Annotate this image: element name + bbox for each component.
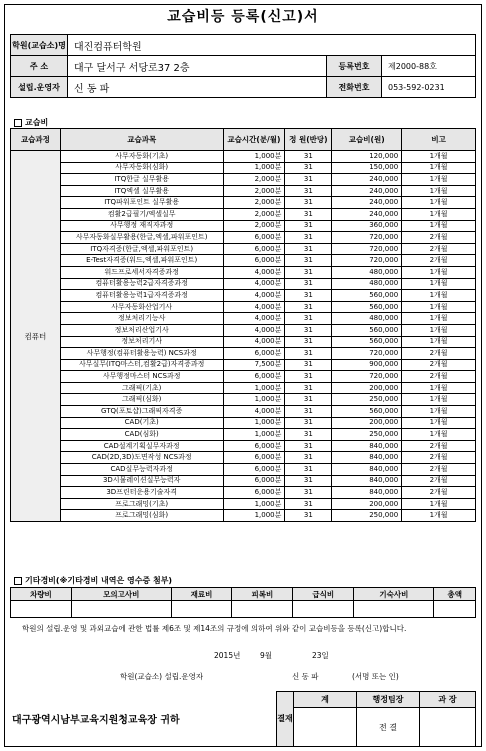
subject-cell: 정보처리산업기사 [60,324,223,336]
fee-cell: 560,000 [332,324,402,336]
subject-cell: 그래픽(심화) [60,394,223,406]
fee-cell: 720,000 [332,243,402,255]
time-cell: 4,000분 [223,336,285,348]
remark-cell: 1개월 [402,417,476,429]
remark-cell: 1개월 [402,313,476,325]
checkbox-icon [14,577,22,585]
other-col-dorm: 기숙사비 [354,588,434,601]
address-value: 대구 달서구 서당로37 2층 [68,56,327,77]
remark-cell: 1개월 [402,429,476,441]
subject-cell: 3D시뮬레이션실무능력자 [60,475,223,487]
subject-cell: 그래픽(기초) [60,382,223,394]
fees-table [10,128,476,522]
capacity-cell: 31 [285,185,332,197]
fee-cell: 150,000 [332,162,402,174]
fee-cell: 250,000 [332,394,402,406]
subject-cell: CAD설계기획실무자과정 [60,440,223,452]
subject-cell: 사무자동화실무활용(한글,엑셀,파워포인트) [60,232,223,244]
subject-cell: 사무실무(ITQ마스터,컴활2급)자격증과정 [60,359,223,371]
subject-cell: 컴퓨터활용능력1급자격증과정 [60,290,223,302]
capacity-cell: 31 [285,301,332,313]
fee-cell: 560,000 [332,301,402,313]
other-cell [232,601,293,618]
fees-col-fee: 교습비(원) [332,129,402,151]
approval-cell-3 [420,708,476,747]
other-section-heading [14,575,172,586]
remark-cell: 1개월 [402,266,476,278]
capacity-cell: 31 [285,452,332,464]
time-cell: 6,000분 [223,371,285,383]
capacity-cell: 31 [285,232,332,244]
other-cell [171,601,232,618]
approval-cell-1 [294,708,357,747]
fee-cell: 840,000 [332,452,402,464]
table-row [11,255,476,267]
remark-cell: 2개월 [402,440,476,452]
remark-cell: 1개월 [402,336,476,348]
subject-cell: 프로그래밍(심화) [60,510,223,522]
time-cell: 1,000분 [223,382,285,394]
subject-cell: CAD(심화) [60,429,223,441]
table-row [11,348,476,360]
fee-cell: 250,000 [332,429,402,441]
capacity-cell: 31 [285,406,332,418]
time-cell: 1,000분 [223,394,285,406]
time-cell: 6,000분 [223,440,285,452]
approval-col1: 계 [294,692,357,708]
table-row [11,417,476,429]
table-row [11,487,476,499]
capacity-cell: 31 [285,487,332,499]
other-section-label: 기타경비(※기타경비 내역은 영수증 첨부) [25,576,173,585]
time-cell: 4,000분 [223,301,285,313]
remark-cell: 2개월 [402,475,476,487]
approval-side-label: 결재 [277,692,294,747]
table-row [11,336,476,348]
time-cell: 2,000분 [223,208,285,220]
capacity-cell: 31 [285,348,332,360]
table-row [11,464,476,476]
remark-cell: 2개월 [402,452,476,464]
subject-cell: 사무자동화(기초) [60,151,223,163]
remark-cell: 1개월 [402,301,476,313]
remark-cell: 2개월 [402,243,476,255]
subject-cell: 3D프린터운용기술자격 [60,487,223,499]
fee-cell: 360,000 [332,220,402,232]
form-title: 교습비등 등록(신고)서 [167,9,319,25]
table-row [11,498,476,510]
fee-cell: 560,000 [332,290,402,302]
remark-cell: 1개월 [402,208,476,220]
capacity-cell: 31 [285,394,332,406]
fees-body [11,151,476,522]
subject-cell: 프로그래밍(기초) [60,498,223,510]
other-expenses-table [10,587,476,618]
remark-cell: 2개월 [402,348,476,360]
fee-cell: 840,000 [332,487,402,499]
other-cell [293,601,354,618]
table-row [11,406,476,418]
phone-label: 전화번호 [327,77,382,98]
subject-cell: 정보처리기사 [60,336,223,348]
time-cell: 4,000분 [223,290,285,302]
table-row [11,452,476,464]
capacity-cell: 31 [285,498,332,510]
fee-cell: 840,000 [332,464,402,476]
fees-col-capacity: 정 원(반당) [285,129,332,151]
subject-cell: CAD실무능력자과정 [60,464,223,476]
fee-cell: 900,000 [332,359,402,371]
remark-cell: 1개월 [402,498,476,510]
date-year: 2015년 [214,651,241,660]
time-cell: 6,000분 [223,452,285,464]
fee-cell: 240,000 [332,185,402,197]
time-cell: 4,000분 [223,278,285,290]
subject-cell: 사무행정(컴퓨터활용능력) NCS과정 [60,348,223,360]
table-row [11,243,476,255]
capacity-cell: 31 [285,255,332,267]
fee-cell: 840,000 [332,475,402,487]
capacity-cell: 31 [285,440,332,452]
time-cell: 1,000분 [223,429,285,441]
fee-cell: 720,000 [332,255,402,267]
time-cell: 2,000분 [223,197,285,209]
table-row [11,429,476,441]
operator-label: 설립.운영자 [11,77,68,98]
table-row [11,208,476,220]
remark-cell: 1개월 [402,290,476,302]
table-row [11,290,476,302]
remark-cell: 2개월 [402,371,476,383]
time-cell: 7,500분 [223,359,285,371]
fees-col-course: 교습과정 [11,129,61,151]
time-cell: 1,000분 [223,510,285,522]
approval-table [276,691,476,747]
course-name-cell: 컴퓨터 [11,151,61,522]
date-month: 9월 [260,651,273,660]
other-cell [354,601,434,618]
time-cell: 6,000분 [223,464,285,476]
time-cell: 6,000분 [223,243,285,255]
subject-cell: 컴활2급필기/엑셀실무 [60,208,223,220]
time-cell: 2,000분 [223,220,285,232]
remark-cell: 1개월 [402,406,476,418]
capacity-cell: 31 [285,324,332,336]
subject-cell: 워드프로세서자격증과정 [60,266,223,278]
time-cell: 6,000분 [223,255,285,267]
table-row [11,313,476,325]
capacity-cell: 31 [285,371,332,383]
subject-cell: 정보처리기능사 [60,313,223,325]
subject-cell: E-Test자격증(워드,엑셀,파워포인트) [60,255,223,267]
time-cell: 1,000분 [223,151,285,163]
time-cell: 4,000분 [223,313,285,325]
date-day: 23일 [312,651,329,660]
time-cell: 6,000분 [223,348,285,360]
table-row [11,151,476,163]
capacity-cell: 31 [285,174,332,186]
table-row [11,324,476,336]
capacity-cell: 31 [285,475,332,487]
capacity-cell: 31 [285,429,332,441]
time-cell: 6,000분 [223,475,285,487]
fee-cell: 240,000 [332,197,402,209]
remark-cell: 1개월 [402,382,476,394]
table-row [11,440,476,452]
signature-label: 학원(교습소) 설립.운영자 [120,672,204,681]
remark-cell: 1개월 [402,278,476,290]
signature-name: 신 동 파 [292,672,319,681]
fees-col-subject: 교습과목 [60,129,223,151]
subject-cell: GTQ(포토샵)그래픽자격증 [60,406,223,418]
capacity-cell: 31 [285,464,332,476]
subject-cell: 사무행정 재직자과정 [60,220,223,232]
regno-value: 제2000-88호 [382,56,476,77]
capacity-cell: 31 [285,220,332,232]
capacity-cell: 31 [285,243,332,255]
table-row [11,475,476,487]
other-col-meal: 급식비 [293,588,354,601]
phone-value: 053-592-0231 [382,77,476,98]
checkbox-icon [14,119,22,127]
fee-cell: 240,000 [332,174,402,186]
fees-col-time: 교습시간(분/월) [223,129,285,151]
fee-cell: 120,000 [332,151,402,163]
table-row [11,220,476,232]
other-col-material: 재료비 [171,588,232,601]
operator-value: 신 동 파 [68,77,327,98]
other-col-mock-exam: 모의고사비 [71,588,171,601]
fees-section-heading [14,117,48,128]
approval-delegate: 전 결 [357,708,420,747]
table-row [11,232,476,244]
capacity-cell: 31 [285,162,332,174]
table-row [11,174,476,186]
capacity-cell: 31 [285,266,332,278]
remark-cell: 1개월 [402,220,476,232]
subject-cell: CAD(기초) [60,417,223,429]
subject-cell: CAD(2D,3D)도면작성 NCS과정 [60,452,223,464]
remark-cell: 1개월 [402,324,476,336]
subject-cell: ITQ엑셀 실무활용 [60,185,223,197]
table-row [11,382,476,394]
subject-cell: 사무행정마스터 NCS과정 [60,371,223,383]
fee-cell: 560,000 [332,336,402,348]
remark-cell: 1개월 [402,510,476,522]
other-col-clothing: 피복비 [232,588,293,601]
regno-label: 등록번호 [327,56,382,77]
remark-cell: 1개월 [402,151,476,163]
remark-cell: 2개월 [402,487,476,499]
subject-cell: 사무자동화산업기사 [60,301,223,313]
capacity-cell: 31 [285,208,332,220]
subject-cell: 컴퓨터활용능력2급자격증과정 [60,278,223,290]
remark-cell: 1개월 [402,185,476,197]
fee-cell: 240,000 [332,208,402,220]
capacity-cell: 31 [285,336,332,348]
remark-cell: 2개월 [402,232,476,244]
fee-cell: 480,000 [332,313,402,325]
fees-col-remark: 비고 [402,129,476,151]
other-col-vehicle: 차량비 [11,588,72,601]
school-label: 학원(교습소)명 [11,35,68,56]
time-cell: 6,000분 [223,487,285,499]
remark-cell: 1개월 [402,174,476,186]
time-cell: 1,000분 [223,498,285,510]
capacity-cell: 31 [285,151,332,163]
fee-cell: 480,000 [332,278,402,290]
table-row [11,371,476,383]
approval-col2: 행정팀장 [357,692,420,708]
remark-cell: 2개월 [402,255,476,267]
capacity-cell: 31 [285,359,332,371]
legal-note: 학원의 설립.운영 및 과외교습에 관한 법률 제6조 및 제14조의 규정에 의하여 위와 같이 교습비등을 등록(신고)합니다. [22,624,407,633]
time-cell: 4,000분 [223,324,285,336]
remark-cell: 1개월 [402,197,476,209]
fees-section-label: 교습비 [25,118,49,127]
school-value: 대진컴퓨터학원 [68,35,476,56]
time-cell: 6,000분 [223,232,285,244]
header-table [10,34,476,98]
signature-suffix: (서명 또는 인) [352,672,399,681]
address-label: 주 소 [11,56,68,77]
table-row [11,510,476,522]
fee-cell: 250,000 [332,510,402,522]
table-row [11,278,476,290]
fee-cell: 840,000 [332,440,402,452]
time-cell: 2,000분 [223,174,285,186]
other-cell [11,601,72,618]
other-col-total: 총액 [434,588,476,601]
approval-col3: 과 장 [420,692,476,708]
other-cell [71,601,171,618]
time-cell: 4,000분 [223,406,285,418]
time-cell: 1,000분 [223,162,285,174]
table-row [11,301,476,313]
office-addressee: 대구광역시남부교육지원청교육장 귀하 [12,715,180,726]
table-row [11,394,476,406]
capacity-cell: 31 [285,510,332,522]
subject-cell: 사무자동화(심화) [60,162,223,174]
other-cell [434,601,476,618]
table-row [11,266,476,278]
capacity-cell: 31 [285,290,332,302]
remark-cell: 1개월 [402,162,476,174]
subject-cell: ITQ한글 실무활용 [60,174,223,186]
capacity-cell: 31 [285,278,332,290]
time-cell: 2,000분 [223,185,285,197]
fee-cell: 200,000 [332,417,402,429]
table-row [11,185,476,197]
subject-cell: ITQ자격증(한글,엑셀,파워포인트) [60,243,223,255]
remark-cell: 2개월 [402,359,476,371]
table-row [11,359,476,371]
table-row [11,197,476,209]
fee-cell: 200,000 [332,498,402,510]
remark-cell: 1개월 [402,394,476,406]
time-cell: 1,000분 [223,417,285,429]
subject-cell: ITQ파워포인트 실무활용 [60,197,223,209]
fee-cell: 480,000 [332,266,402,278]
fee-cell: 720,000 [332,371,402,383]
capacity-cell: 31 [285,417,332,429]
capacity-cell: 31 [285,313,332,325]
capacity-cell: 31 [285,382,332,394]
fee-cell: 720,000 [332,232,402,244]
remark-cell: 2개월 [402,464,476,476]
time-cell: 4,000분 [223,266,285,278]
fee-cell: 720,000 [332,348,402,360]
capacity-cell: 31 [285,197,332,209]
fee-cell: 560,000 [332,406,402,418]
table-row [11,162,476,174]
fee-cell: 200,000 [332,382,402,394]
